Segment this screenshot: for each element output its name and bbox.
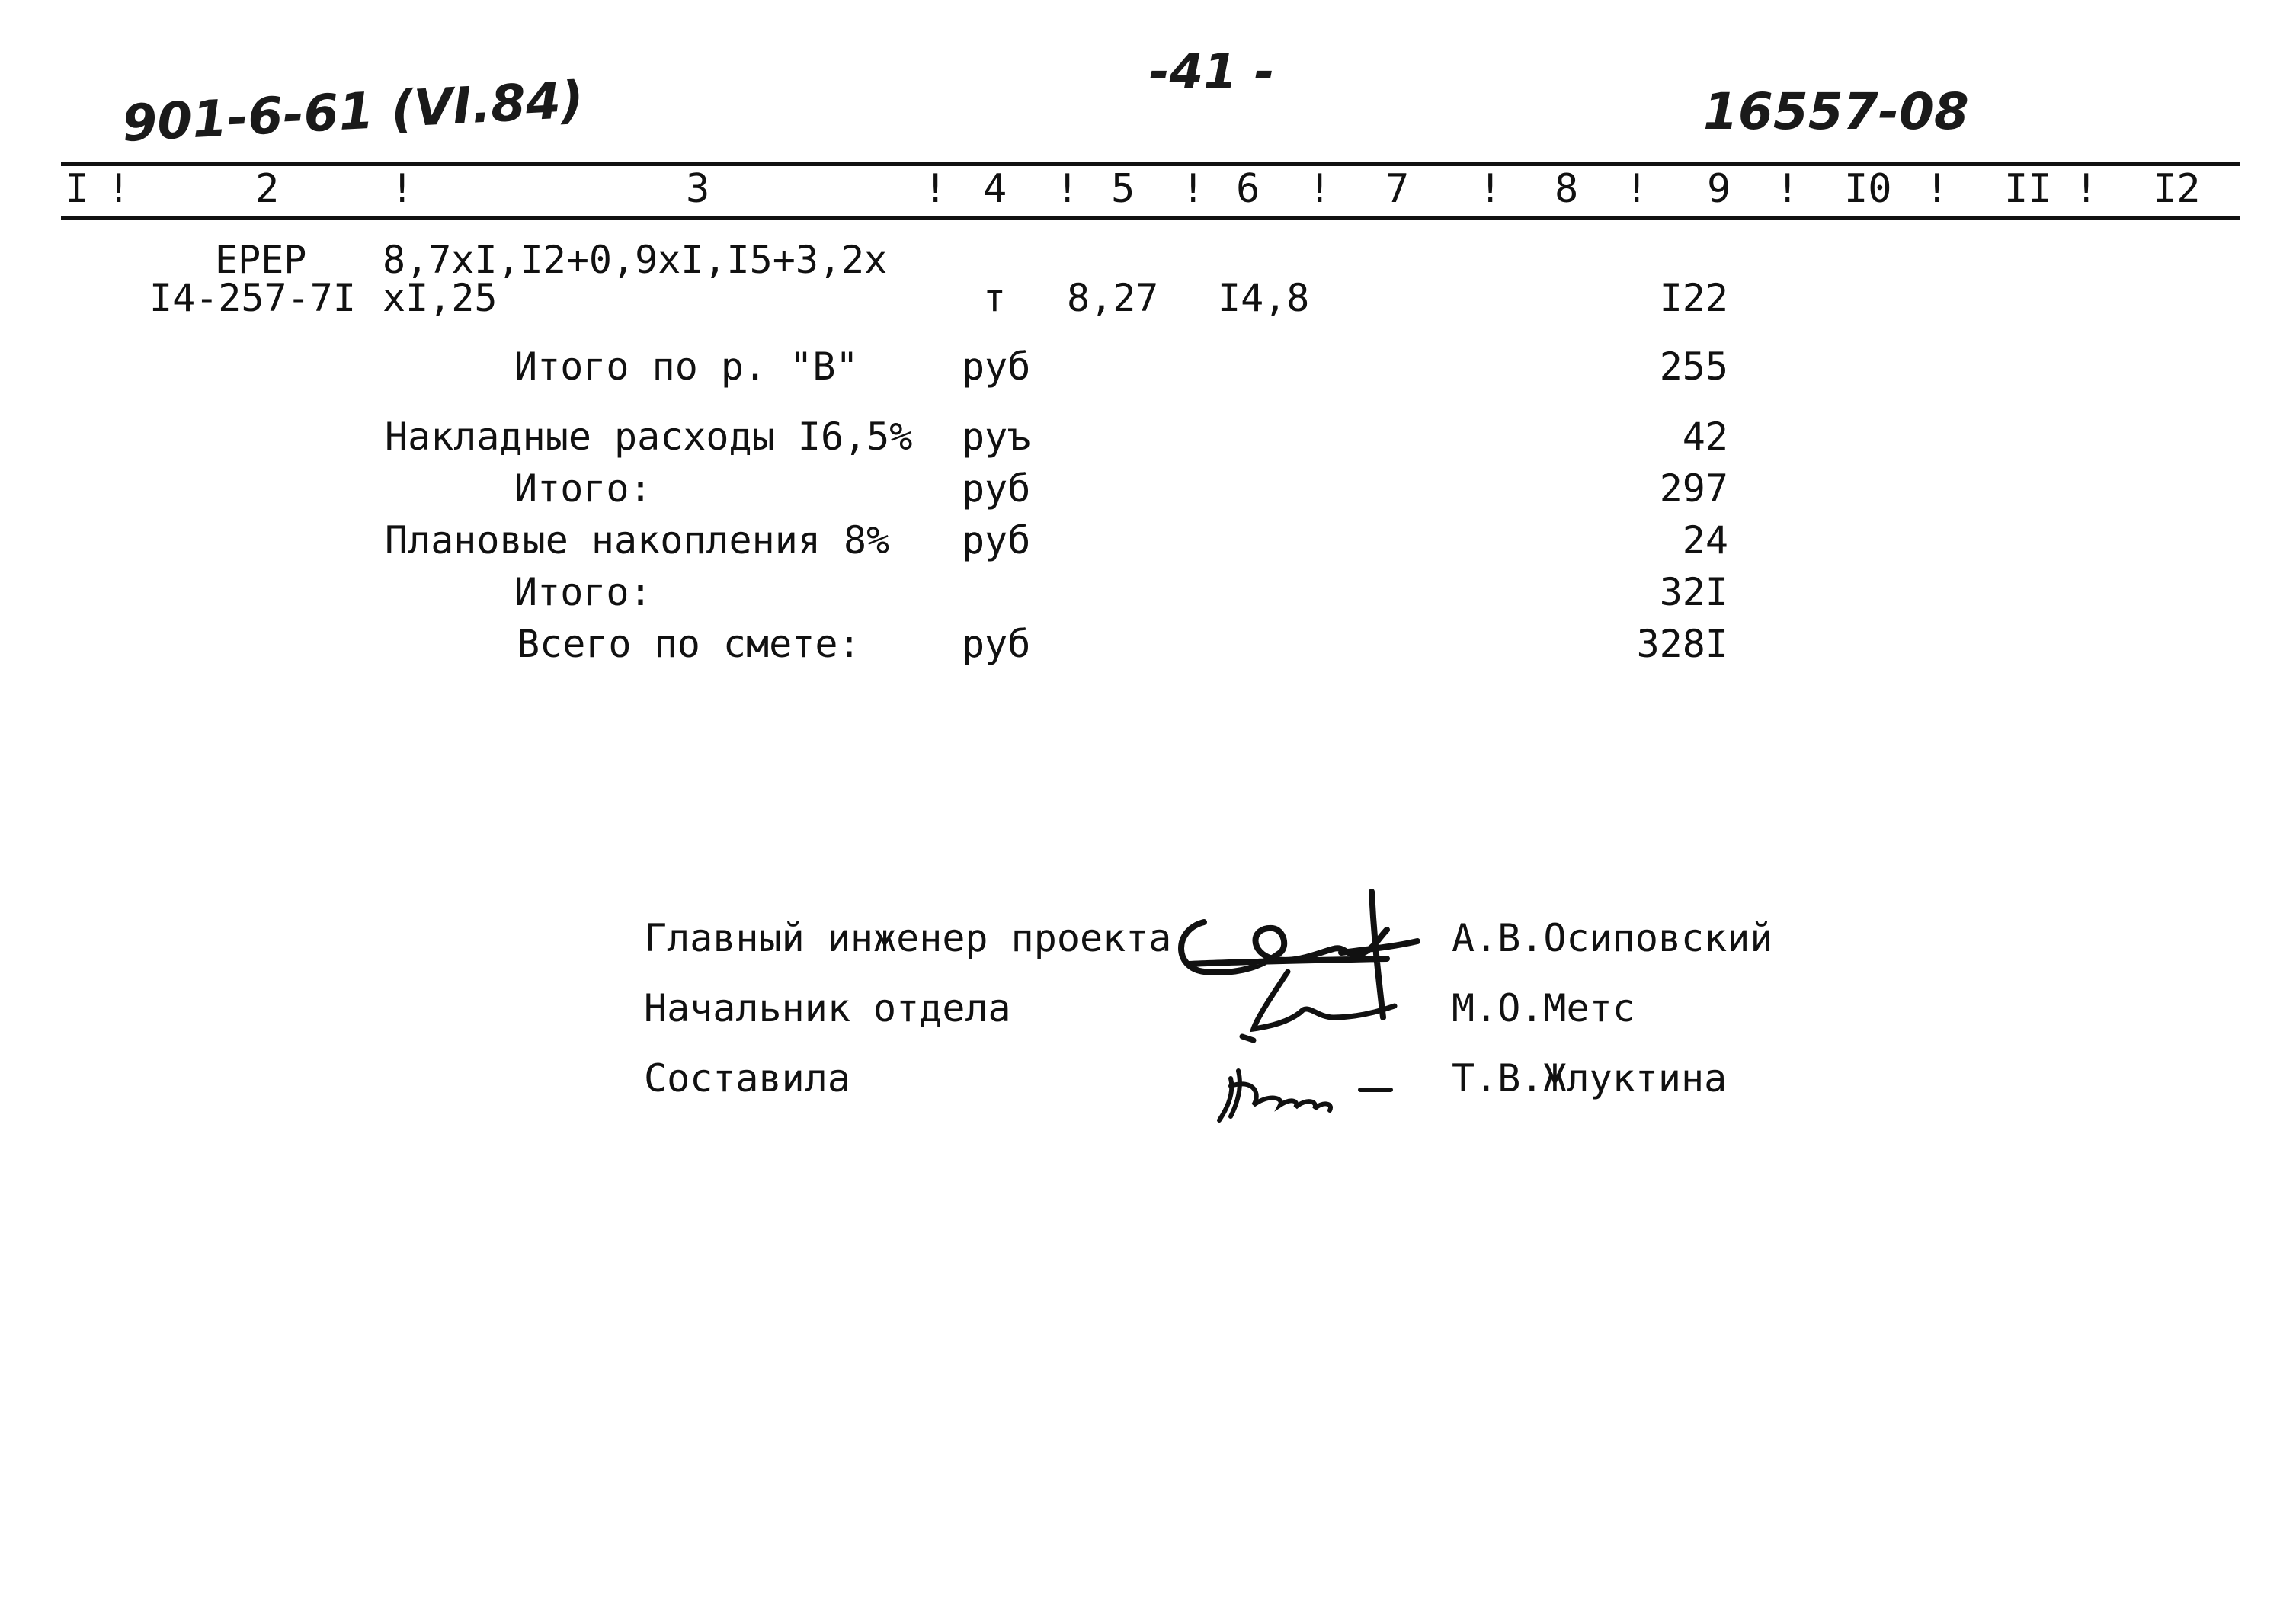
col-header-10: I0 [1844,166,1892,212]
row-unit: руб [962,344,1031,389]
row-unit: руб [962,622,1031,666]
row-value: 32I [1659,570,1728,614]
signer-role: Составила [644,1056,850,1100]
col-header-1: I [65,166,89,212]
calculation-formula-cont: хI,25 [383,276,498,320]
row-value: 255 [1659,344,1728,389]
row-label: Итого: [514,466,652,511]
col5-cell: 8,27 [1067,276,1159,320]
col-separator: ! [1478,166,1503,212]
row-value: 42 [1682,415,1728,459]
row-label: Всего по смете: [517,622,861,666]
resource-code-number: I4-257-7I [149,276,356,320]
col-separator: ! [1925,166,1949,212]
col-separator: ! [1625,166,1649,212]
page-number: -41 - [1149,44,1275,101]
row-unit: руъ [962,415,1031,459]
row-label: Плановые накопления 8% [385,518,890,562]
col-separator: ! [1055,166,1080,212]
document-code: 901-6-61 (VI.84) [120,70,585,153]
col-header-9: 9 [1707,166,1731,212]
row-value: 297 [1659,466,1728,511]
header-rule-top [61,162,2240,166]
resource-code: ЕРЕР [215,238,307,282]
col-separator: ! [1308,166,1332,212]
calculation-formula: 8,7хI,I2+0,9хI,I5+3,2х [383,238,888,282]
signer-role: Начальник отдела [644,986,1011,1030]
signer-name: Т.В.Жлуктина [1452,1056,1728,1100]
signer-name: М.О.Метс [1452,986,1635,1030]
row-label: Итого: [514,570,652,614]
col-header-7: 7 [1385,166,1410,212]
col-header-11: II [2004,166,2052,212]
col-separator: ! [390,166,415,212]
signer-name: А.В.Осиповский [1452,916,1773,960]
row-value: 24 [1682,518,1728,562]
signer-role: Главный инженер проекта [644,916,1172,960]
col-header-5: 5 [1111,166,1135,212]
col-header-12: I2 [2153,166,2201,212]
col6-cell: I4,8 [1218,276,1310,320]
row-value: 328I [1636,622,1728,666]
col-header-2: 2 [255,166,280,212]
col-separator: ! [924,166,948,212]
row-label: Итого по р. "В" [514,344,859,389]
signature-compiler [1208,1056,1406,1132]
row-unit: руб [962,518,1031,562]
header-rule-bottom [61,216,2240,220]
col-header-8: 8 [1555,166,1579,212]
row-unit: руб [962,466,1031,511]
row-label: Накладные расходы I6,5% [385,415,913,459]
col-separator: ! [107,166,131,212]
col-separator: ! [1181,166,1206,212]
col-header-4: 4 [983,166,1007,212]
col-separator: ! [1776,166,1800,212]
sheet-code: 16557-08 [1703,82,1969,141]
col9-cell: I22 [1659,276,1728,320]
col-header-3: 3 [686,166,710,212]
col-separator: ! [2074,166,2099,212]
col-header-6: 6 [1236,166,1260,212]
unit-cell: т [983,276,1007,320]
signature-department-head [1212,964,1410,1048]
